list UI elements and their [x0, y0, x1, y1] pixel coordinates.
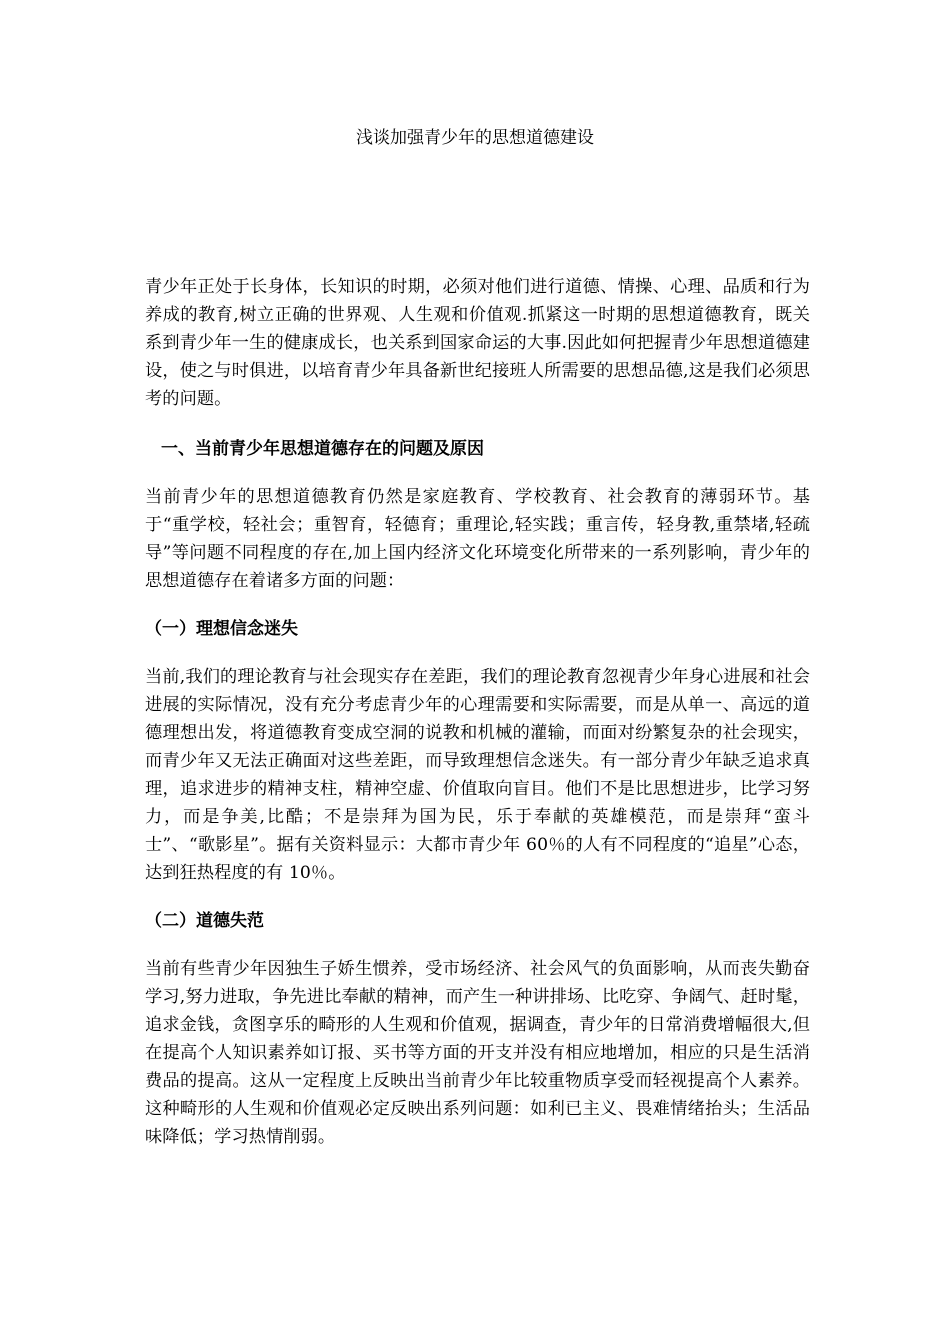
intro-paragraph: 青少年正处于长身体，长知识的时期，必须对他们进行道德、情操、心理、品质和行为养成的教育,树立正确的世界观、人生观和价值观.抓紧这一时期的思想道德教育，既关系到青少年一生的健康成长，也关系到国家命运的大事.因此如何把握青少年思想道德建设，使之与时俱进，以培育青少年具备新世纪接班人所需要的思想品德,这是我们必须思考的问题。 [145, 277, 810, 409]
spacer [145, 643, 810, 663]
section-heading-1: 一、当前青少年思想道德存在的问题及原因 [161, 439, 484, 459]
subsection2-paragraph: 当前有些青少年因独生子娇生惯养，受市场经济、社会风气的负面影响，从而丧失勤奋学习,努力进取，争先进比奉献的精神，而产生一种讲排场、比吃穿、争阔气、赶时髦，追求金钱，贪图享乐的畸形的人生观和价值观，据调查，青少年的日常消费增幅很大,但在提高个人知识素养如订报、买书等方面的开支并没有相应地增加，相应的只是生活消费品的提高。这从一定程度上反映出当前青少年比较重物质享受而轻视提高个人素养。这种畸形的人生观和价值观必定反映出系列问题：如利已主义、畏难情绪抬头；生活品味降低；学习热情削弱。 [145, 959, 810, 1147]
document-title: 浅谈加强青少年的思想道德建设 [356, 128, 594, 148]
spacer [145, 935, 810, 955]
spacer [145, 463, 810, 483]
subsection1-paragraph: 当前,我们的理论教育与社会现实存在差距，我们的理论教育忽视青少年身心进展和社会进展的实际情况，没有充分考虑青少年的心理需要和实际需要，而是从单一、高远的道德理想出发，将道德教育变成空洞的说教和机械的灌输，而面对纷繁复杂的社会现实，而青少年又无法正确面对这些差距，而导致理想信念迷失。有一部分青少年缺乏追求真理，追求进步的精神支柱，精神空虚、价值取向盲目。他们不是比思想进步，比学习努力，而是争美,比酷；不是崇拜为国为民，乐于奉献的英雄模范，而是崇拜“蛮斗士”、“歌影星”。据有关资料显示：大都市青少年 60％的人有不同程度的“追星”心态，达到狂热程度的有 10％。 [145, 667, 810, 883]
section1-paragraph: 当前青少年的思想道德教育仍然是家庭教育、学校教育、社会教育的薄弱环节。基于“重学校，轻社会；重智育，轻德育；重理论,轻实践；重言传，轻身教,重禁堵,轻疏导”等问题不同程度的存在,加上国内经济文化环境变化所带来的一系列影响，青少年的思想道德存在着诸多方面的问题： [145, 487, 810, 591]
subsection-heading-2: （二）道德失范 [145, 911, 264, 931]
document-body [145, 273, 810, 1151]
subsection-heading-1: （一）理想信念迷失 [145, 619, 298, 639]
